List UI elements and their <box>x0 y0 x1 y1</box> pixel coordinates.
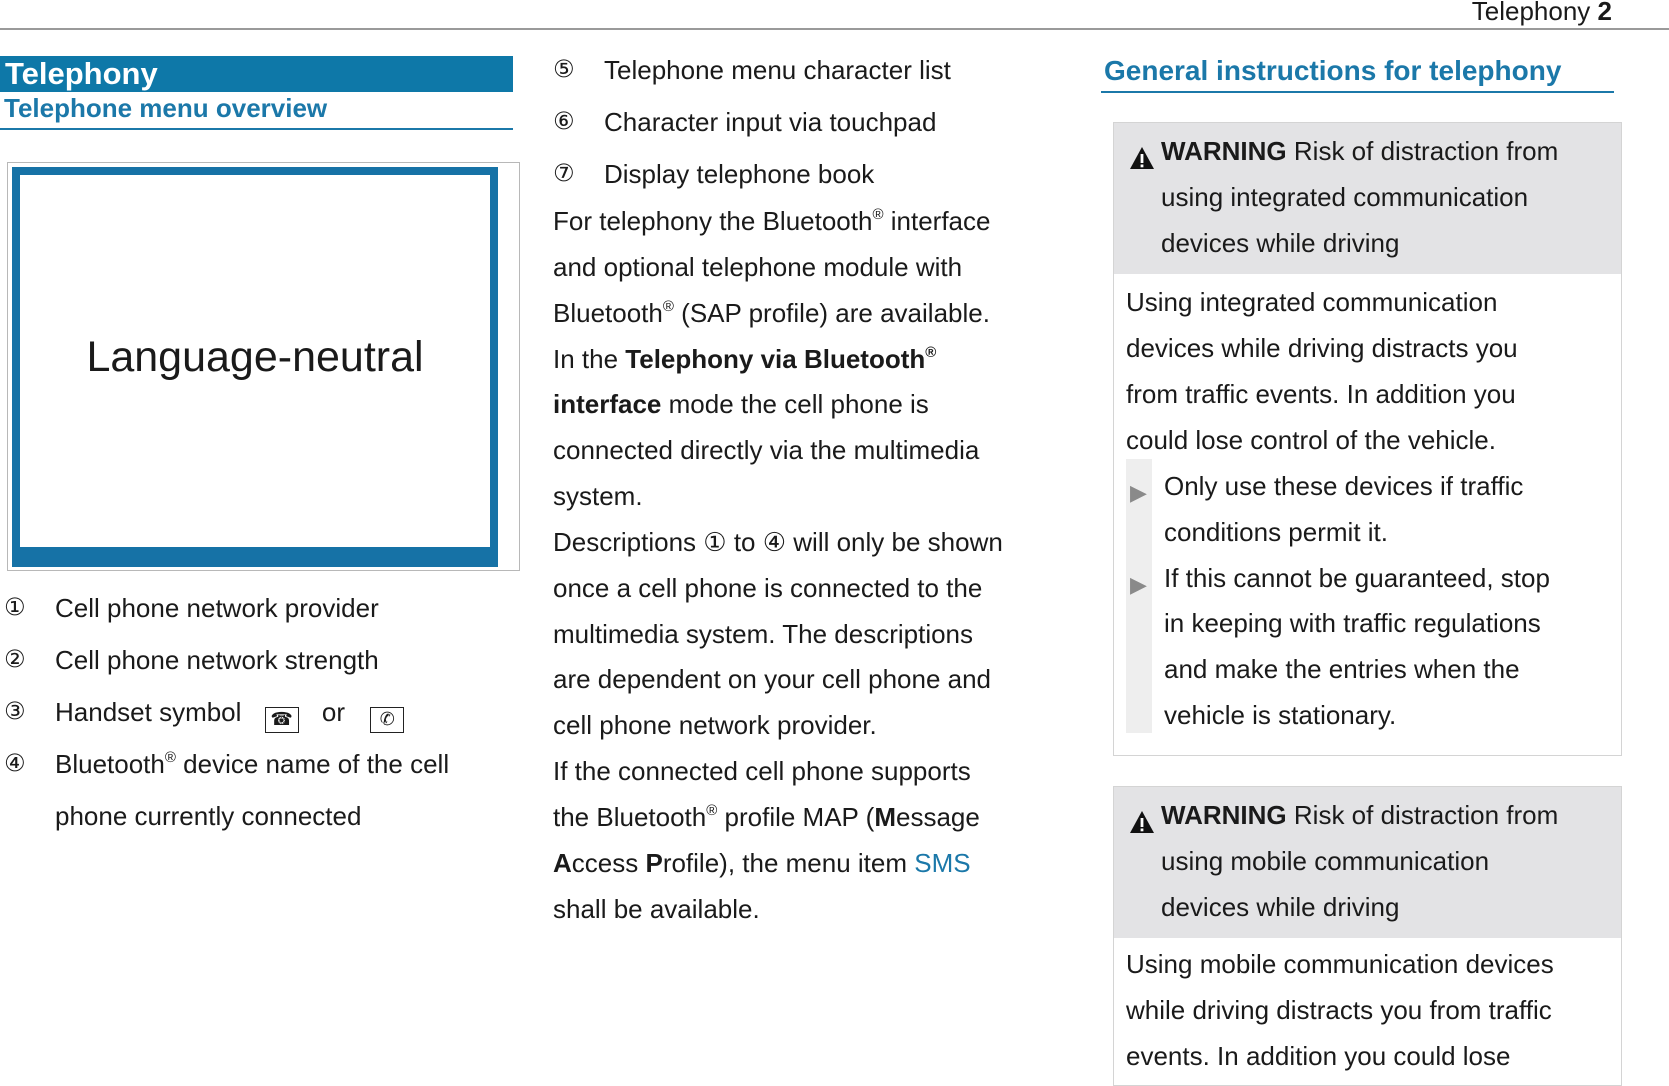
warning-title-line: devices while driving <box>1161 892 1400 922</box>
registered-mark: ® <box>164 749 176 766</box>
text-run: ccess <box>571 848 646 878</box>
running-header-section: Telephony <box>1471 0 1591 26</box>
warning-title-line: using mobile communication <box>1161 846 1490 876</box>
registered-mark: ® <box>925 344 937 361</box>
section-title: Telephony <box>0 56 513 92</box>
bullet-line: Only use these devices if traffic <box>1164 471 1524 501</box>
text-run: In the <box>553 344 626 374</box>
warning-label: WARNING <box>1161 136 1287 166</box>
sms-menu-item: SMS <box>914 848 971 878</box>
ref-number: ④ <box>762 527 787 557</box>
item-number: ⑦ <box>553 160 575 187</box>
mode-name: interface <box>553 389 662 419</box>
page-number: 2 <box>1597 0 1612 26</box>
text-run: profile MAP ( <box>717 802 875 832</box>
registered-mark: ® <box>662 298 674 315</box>
text-line: multimedia system. The descriptions <box>553 619 974 649</box>
text-line: connected directly via the multimedia <box>553 435 980 465</box>
item-text-wrap <box>55 746 449 782</box>
header-rule <box>0 28 1669 30</box>
telephone-menu-figure <box>7 162 520 571</box>
text-line <box>553 295 990 331</box>
bullet-line: vehicle is stationary. <box>1164 700 1397 730</box>
text-line <box>553 845 971 881</box>
warning-box-integrated <box>1113 122 1622 756</box>
warning-header <box>1114 787 1621 938</box>
text-run: Risk of distraction from <box>1286 800 1559 830</box>
warning-header <box>1114 123 1621 274</box>
warning-label: WARNING <box>1161 800 1287 830</box>
text-run: will only be shown <box>786 527 1003 557</box>
triangle-right-icon: ▶ <box>1130 480 1147 505</box>
item-text: Character input via touchpad <box>604 107 937 137</box>
text-line <box>553 203 990 239</box>
acronym-letter: M <box>874 802 896 832</box>
text-line <box>553 341 936 377</box>
warning-body-line: Using mobile communication devices <box>1126 949 1554 979</box>
item-number: ⑤ <box>553 56 575 83</box>
item-text-wrap <box>55 694 418 733</box>
bullet-line: If this cannot be guaranteed, stop <box>1164 563 1550 593</box>
ref-number: ① <box>703 527 727 557</box>
item-number: ① <box>4 594 26 621</box>
bullet-line: in keeping with traffic regulations <box>1164 608 1541 638</box>
text-run: For telephony the Bluetooth <box>553 206 873 236</box>
triangle-right-icon: ▶ <box>1130 572 1147 597</box>
warning-body-line: events. In addition you could lose <box>1126 1041 1511 1071</box>
warning-body-line: while driving distracts you from traffic <box>1126 995 1552 1025</box>
text-run: mode the cell phone is <box>661 389 929 419</box>
item-text: phone currently connected <box>55 801 362 831</box>
text-run: essage <box>895 802 980 832</box>
item-number: ④ <box>4 750 26 777</box>
item-text: Handset symbol <box>55 697 242 727</box>
bullet-line: conditions permit it. <box>1164 517 1388 547</box>
handset-hangup-icon: ☎ <box>265 707 299 733</box>
subsection-title: Telephone menu overview <box>4 93 328 123</box>
handset-call-icon: ✆ <box>370 707 404 733</box>
warning-title-line: devices while driving <box>1161 228 1400 258</box>
or-word: or <box>321 697 346 727</box>
item-text: Cell phone network provider <box>55 593 379 623</box>
text-run: rofile), the menu item <box>662 848 915 878</box>
item-number: ⑥ <box>553 108 575 135</box>
warning-triangle-icon <box>1129 809 1155 835</box>
text-run: Descriptions <box>553 527 704 557</box>
item-number: ② <box>4 646 26 673</box>
text-run: the Bluetooth <box>553 802 707 832</box>
acronym-letter: A <box>553 848 572 878</box>
text-line <box>553 799 980 835</box>
text-line: once a cell phone is connected to the <box>553 573 983 603</box>
text-line: shall be available. <box>553 894 760 924</box>
running-header <box>1472 0 1612 27</box>
warning-body-line: from traffic events. In addition you <box>1126 379 1516 409</box>
text-line: If the connected cell phone supports <box>553 756 971 786</box>
warning-title-line <box>1161 797 1558 833</box>
heading-rule <box>1101 91 1614 93</box>
item-number: ③ <box>4 698 26 725</box>
warning-title-line: using integrated communication <box>1161 182 1529 212</box>
warning-body-line: could lose control of the vehicle. <box>1126 425 1496 455</box>
warning-body-line: devices while driving distracts you <box>1126 333 1518 363</box>
registered-mark: ® <box>706 802 718 819</box>
item-text: device name of the cell <box>175 749 450 779</box>
text-line <box>553 386 929 422</box>
text-line: are dependent on your cell phone and <box>553 664 992 694</box>
text-line: and optional telephone module with <box>553 252 963 282</box>
text-run: interface <box>883 206 991 236</box>
acronym-letter: P <box>645 848 663 878</box>
warning-title-line <box>1161 133 1558 169</box>
item-text: Display telephone book <box>604 159 875 189</box>
figure-frame-bottom <box>12 547 498 567</box>
subsection-rule <box>0 128 513 130</box>
figure-label: Language-neutral <box>86 333 424 381</box>
warning-triangle-icon <box>1129 145 1155 171</box>
text-run: to <box>726 527 763 557</box>
item-text: Telephone menu character list <box>604 55 951 85</box>
warning-body-line: Using integrated communication <box>1126 287 1498 317</box>
bullet-line: and make the entries when the <box>1164 654 1520 684</box>
warning-box-mobile <box>1113 786 1622 1086</box>
text-line: cell phone network provider. <box>553 710 877 740</box>
general-instructions-heading: General instructions for telephony <box>1104 55 1562 86</box>
text-run: (SAP profile) are available. <box>673 298 990 328</box>
text-line: system. <box>553 481 643 511</box>
item-text: Cell phone network strength <box>55 645 379 675</box>
mode-name: Telephony via Bluetooth <box>625 344 926 374</box>
text-run: Bluetooth <box>553 298 663 328</box>
text-run: Risk of distraction from <box>1286 136 1559 166</box>
item-text: Bluetooth <box>55 749 165 779</box>
registered-mark: ® <box>872 206 884 223</box>
text-line <box>553 524 1003 560</box>
